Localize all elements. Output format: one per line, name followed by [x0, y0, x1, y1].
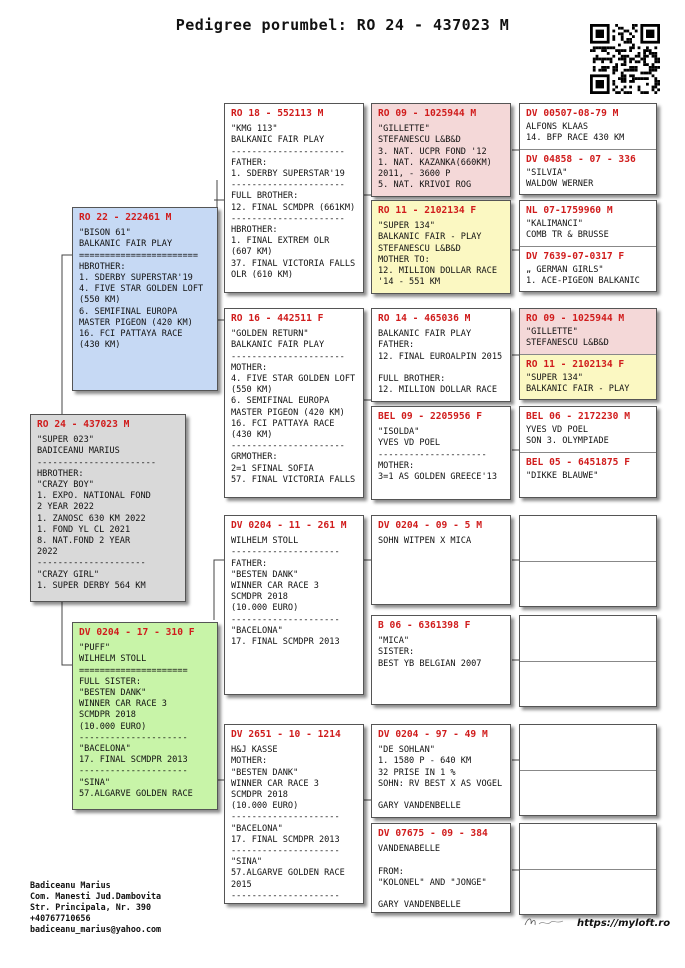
ancestor-bottom-5 — [520, 561, 656, 607]
great-grandparent-card-4-detail-line: 3=1 AS GOLDEN GREECE'13 — [378, 472, 497, 483]
subject-detail-line: "CRAZY GIRL" — [37, 569, 100, 580]
sire-ring-number: RO 22 - 222461 M — [79, 212, 172, 223]
great-grandparent-card-2-detail-line: STEFANESCU L&B&D — [378, 243, 461, 254]
grandparent-card-4-detail-line: --------------------- — [231, 846, 340, 857]
ancestor-detail-line: "GILLETTE" — [526, 327, 578, 338]
grandparent-card-4-detail-line: "BESTEN DANK" — [231, 767, 299, 778]
subject-detail-line: "CRAZY BOY" — [37, 480, 94, 491]
subject-ring-number: RO 24 - 437023 M — [37, 419, 130, 430]
great-grandparent-card-8[interactable] — [371, 823, 511, 913]
ancestor-bottom-6 — [520, 661, 656, 707]
grandparent-card-3[interactable] — [224, 515, 364, 695]
ancestor-ring-number: RO 09 - 1025944 M — [526, 313, 625, 324]
subject-detail-line: 2 YEAR 2022 — [37, 502, 94, 513]
great-grandparent-card-5-ring-number: DV 0204 - 09 - 5 M — [378, 520, 482, 531]
sire-detail-line: (550 KM) — [79, 295, 121, 306]
sire-detail-line: 4. FIVE STAR GOLDEN LOFT — [79, 284, 204, 295]
ancestor-ring-number: DV 00507-08-79 M — [526, 108, 619, 119]
great-grandparent-card-2-detail-line: 12. MILLION DOLLAR RACE — [378, 266, 497, 277]
grandparent-card-4-detail-line: 17. FINAL SCMDPR 2013 — [231, 834, 340, 845]
ancestor-pair-card-7[interactable] — [519, 724, 657, 816]
great-grandparent-card-1-detail-line: 3. NAT. UCPR FOND '12 — [378, 146, 487, 157]
sire-detail-line: 16. FCI PATTAYA RACE — [79, 329, 183, 340]
great-grandparent-card-1-detail-line: 2011, - 3600 P — [378, 169, 451, 180]
grandparent-card-2-detail-line: MASTER PIGEON (420 KM) — [231, 407, 345, 418]
great-grandparent-card-2-detail-line: '14 - 551 KM — [378, 277, 441, 288]
ancestor-detail-line: YVES VD POEL — [526, 425, 589, 436]
ancestor-top-5 — [520, 516, 656, 561]
great-grandparent-card-6-ring-number: B 06 - 6361398 F — [378, 620, 471, 631]
ancestor-ring-number: RO 11 - 2102134 F — [526, 359, 625, 370]
ancestor-ring-number: BEL 06 - 2172230 M — [526, 411, 630, 422]
great-grandparent-card-5-detail-line: SOHN WITPEN X MICA — [378, 536, 472, 547]
ancestor-detail-line: 1. ACE-PIGEON BALKANIC — [526, 276, 640, 287]
grandparent-card-4-detail-line: --------------------- — [231, 812, 340, 823]
grandparent-card-1-detail-line: OLR (610 KM) — [231, 269, 294, 280]
ancestor-pair-card-6[interactable] — [519, 615, 657, 707]
subject-detail-line: 1. ZANOSC 630 KM 2022 — [37, 513, 146, 524]
grandparent-card-4-ring-number: DV 2651 - 10 - 1214 — [231, 729, 341, 740]
grandparent-card-1-detail-line: 1. SDERBY SUPERSTAR'19 — [231, 169, 345, 180]
sire-detail-line: HBROTHER: — [79, 261, 126, 272]
dam-detail-line: "SINA" — [79, 777, 111, 788]
myloft-logo-icon — [523, 915, 569, 929]
owner-line: badiceanu_marius@yahoo.com — [30, 924, 162, 934]
dam-ring-number: DV 0204 - 17 - 310 F — [79, 627, 195, 638]
great-grandparent-card-7-detail-line — [378, 790, 504, 801]
grandparent-card-1-detail-line: 37. FINAL VICTORIA FALLS — [231, 258, 356, 269]
great-grandparent-card-1-detail-line: 1. NAT. KAZANKA(660KM) — [378, 157, 492, 168]
grandparent-card-2-detail-line: 2=1 SFINAL SOFIA — [231, 463, 314, 474]
great-grandparent-card-4-detail-line: "ISOLDA" — [378, 427, 420, 438]
sire-detail-line: BALKANIC FAIR PLAY — [79, 239, 173, 250]
ancestor-detail-line: "SILVIA" — [526, 168, 568, 179]
owner-line: Badiceanu Marius — [30, 880, 111, 890]
grandparent-card-2-ring-number: RO 16 - 442511 F — [231, 313, 324, 324]
dam-card[interactable] — [72, 622, 218, 810]
sire-detail-line: 6. SEMIFINAL EUROPA — [79, 306, 178, 317]
ancestor-pair-card-3[interactable] — [519, 308, 657, 400]
grandparent-card-1-detail-line: BALKANIC FAIR PLAY — [231, 135, 325, 146]
subject-detail-line: 1. EXPO. NATIONAL FOND — [37, 491, 151, 502]
ancestor-detail-line: BALKANIC FAIR - PLAY — [526, 384, 630, 395]
ancestor-detail-line: "SUPER 134" — [526, 373, 583, 384]
subject-detail-line: HBROTHER: — [37, 468, 84, 479]
grandparent-card-3-detail-line: "BACELONA" — [231, 625, 283, 636]
ancestor-ring-number: BEL 05 - 6451875 F — [526, 457, 630, 468]
grandparent-card-1-detail-line: (607 KM) — [231, 247, 273, 258]
grandparent-card-2-detail-line: MOTHER: — [231, 362, 268, 373]
grandparent-card-2-detail-line: BALKANIC FAIR PLAY — [231, 340, 325, 351]
grandparent-card-2-detail-line: (430 KM) — [231, 430, 273, 441]
grandparent-card-3-ring-number: DV 0204 - 11 - 261 M — [231, 520, 347, 531]
grandparent-card-2-detail-line: 4. FIVE STAR GOLDEN LOFT — [231, 374, 356, 385]
grandparent-card-1-detail-line: ---------------------- — [231, 146, 345, 157]
dam-details — [79, 643, 211, 800]
great-grandparent-card-1-detail-line: "GILLETTE" — [378, 124, 430, 135]
dam-detail-line: --------------------- — [79, 732, 188, 743]
dam-detail-line: SCMDPR 2018 — [79, 710, 136, 721]
grandparent-card-4-detail-line: SCMDPR 2018 — [231, 790, 288, 801]
grandparent-card-2-detail-line: 16. FCI PATTAYA RACE — [231, 418, 335, 429]
grandparent-card-3-detail-line: --------------------- — [231, 614, 340, 625]
grandparent-card-4-detail-line: (10.000 EURO) — [231, 801, 299, 812]
ancestor-detail-line: STEFANESCU L&B&D — [526, 338, 609, 349]
grandparent-card-3-detail-line: 17. FINAL SCMDPR 2013 — [231, 637, 340, 648]
ancestor-detail-line: "DIKKE BLAUWE" — [526, 471, 599, 482]
ancestor-ring-number: NL 07-1759960 M — [526, 205, 613, 216]
grandparent-card-3-detail-line: --------------------- — [231, 547, 340, 558]
grandparent-card-2-detail-line: ---------------------- — [231, 351, 345, 362]
great-grandparent-card-4-detail-line: --------------------- — [378, 449, 487, 460]
dam-detail-line: "PUFF" — [79, 643, 111, 654]
grandparent-card-3-detail-line: SCMDPR 2018 — [231, 592, 288, 603]
subject-detail-line: 1. SUPER DERBY 564 KM — [37, 580, 146, 591]
grandparent-card-1[interactable] — [224, 103, 364, 293]
great-grandparent-card-8-detail-line: "KOLONEL" AND "JONGE" — [378, 877, 487, 888]
great-grandparent-card-1-detail-line: 5. NAT. KRIVOI ROG — [378, 180, 472, 191]
great-grandparent-card-4-detail-line: YVES VD POEL — [378, 438, 441, 449]
great-grandparent-card-3-detail-line: BALKANIC FAIR PLAY — [378, 329, 472, 340]
dam-detail-line: --------------------- — [79, 766, 188, 777]
great-grandparent-card-2-detail-line: BALKANIC FAIR - PLAY — [378, 232, 482, 243]
grandparent-card-1-detail-line: ---------------------- — [231, 213, 345, 224]
ancestor-ring-number: DV 04858 - 07 - 336 — [526, 154, 636, 165]
great-grandparent-card-4-detail-line: MOTHER: — [378, 460, 415, 471]
great-grandparent-card-7-detail-line: SOHN: RV BEST X AS VOGEL — [378, 778, 503, 789]
great-grandparent-card-3-detail-line — [378, 363, 504, 374]
great-grandparent-card-8-detail-line: VANDENABELLE — [378, 844, 441, 855]
grandparent-card-4-detail-line: 2015 — [231, 879, 252, 890]
ancestor-bottom-1 — [520, 149, 656, 195]
grandparent-card-3-detail-line: (10.000 EURO) — [231, 603, 299, 614]
ancestor-top-1 — [520, 104, 656, 149]
dam-detail-line: "BESTEN DANK" — [79, 688, 147, 699]
ancestor-top-2 — [520, 201, 656, 246]
great-grandparent-card-1-detail-line: STEFANESCU L&B&D — [378, 135, 461, 146]
sire-detail-line: MASTER PIGEON (420 KM) — [79, 317, 193, 328]
sire-detail-line: (430 KM) — [79, 340, 121, 351]
great-grandparent-card-2[interactable] — [371, 200, 511, 294]
grandparent-card-3-detail-line: WILHELM STOLL — [231, 536, 299, 547]
great-grandparent-card-3-detail-line: FULL BROTHER: — [378, 374, 446, 385]
grandparent-card-2-detail-line: 57. FINAL VICTORIA FALLS — [231, 474, 356, 485]
subject-detail-line: 2022 — [37, 547, 58, 558]
ancestor-pair-card-4[interactable] — [519, 406, 657, 498]
great-grandparent-card-6[interactable] — [371, 615, 511, 705]
dam-detail-line: 57.ALGARVE GOLDEN RACE — [79, 788, 193, 799]
great-grandparent-card-5[interactable] — [371, 515, 511, 605]
great-grandparent-card-6-detail-line: "MICA" — [378, 636, 410, 647]
grandparent-card-4-detail-line: WINNER CAR RACE 3 — [231, 778, 319, 789]
grandparent-card-3-detail-line: FATHER: — [231, 558, 268, 569]
ancestor-bottom-8 — [520, 869, 656, 915]
grandparent-card-1-detail-line: HBROTHER: — [231, 225, 278, 236]
subject-detail-line: --------------------- — [37, 558, 146, 569]
great-grandparent-card-8-detail-line — [378, 889, 504, 900]
great-grandparent-card-1-ring-number: RO 09 - 1025944 M — [378, 108, 477, 119]
great-grandparent-card-8-ring-number: DV 07675 - 09 - 384 — [378, 828, 488, 839]
ancestor-bottom-3 — [520, 354, 656, 400]
subject-pigeon-card[interactable] — [30, 414, 186, 602]
website-link[interactable]: https://myloft.ro — [577, 918, 671, 929]
great-grandparent-card-3-detail-line: 12. MILLION DOLLAR RACE — [378, 385, 497, 396]
ancestor-ring-number: DV 7639-07-0317 F — [526, 251, 625, 262]
great-grandparent-card-2-detail-line: MOTHER TO: — [378, 254, 430, 265]
grandparent-card-4-detail-line: H&J KASSE — [231, 745, 278, 756]
subject-detail-line: 1. FOND YL CL 2021 — [37, 524, 131, 535]
great-grandparent-card-3-ring-number: RO 14 - 465036 M — [378, 313, 471, 324]
sire-detail-line: ======================= — [79, 250, 198, 261]
ancestor-top-7 — [520, 725, 656, 770]
great-grandparent-card-7-detail-line: "DE SOHLAN" — [378, 745, 435, 756]
ancestor-top-3 — [520, 309, 656, 354]
great-grandparent-card-2-ring-number: RO 11 - 2102134 F — [378, 205, 477, 216]
grandparent-card-4-detail-line: 57.ALGARVE GOLDEN RACE — [231, 868, 345, 879]
ancestor-bottom-2 — [520, 246, 656, 292]
grandparent-card-3-detail-line: WINNER CAR RACE 3 — [231, 581, 319, 592]
subject-detail-line: 8. NAT.FOND 2 YEAR — [37, 536, 131, 547]
grandparent-card-3-detail-line: "BESTEN DANK" — [231, 569, 299, 580]
sire-details — [79, 228, 211, 351]
sire-card[interactable] — [72, 207, 218, 391]
grandparent-card-2-detail-line: GRMOTHER: — [231, 452, 278, 463]
ancestor-bottom-4 — [520, 452, 656, 498]
dam-detail-line: (10.000 EURO) — [79, 721, 147, 732]
great-grandparent-card-8-detail-line: FROM: — [378, 866, 404, 877]
great-grandparent-card-7-ring-number: DV 0204 - 97 - 49 M — [378, 729, 488, 740]
owner-contact — [30, 880, 161, 935]
ancestor-detail-line: WALDOW WERNER — [526, 179, 594, 190]
ancestor-top-8 — [520, 824, 656, 869]
grandparent-card-2-detail-line: (550 KM) — [231, 385, 273, 396]
great-grandparent-card-3-detail-line: FATHER: — [378, 340, 415, 351]
great-grandparent-card-7-detail-line: 32 PRISE IN 1 % — [378, 767, 456, 778]
subject-detail-line: BADICEANU MARIUS — [37, 446, 120, 457]
sire-detail-line: "BISON 61" — [79, 228, 131, 239]
grandparent-card-1-detail-line: ---------------------- — [231, 180, 345, 191]
grandparent-card-1-detail-line: 1. FINAL EXTREM OLR — [231, 236, 330, 247]
great-grandparent-card-1[interactable] — [371, 103, 511, 197]
grandparent-card-4-detail-line: --------------------- — [231, 890, 340, 901]
owner-line: +40767710656 — [30, 913, 91, 923]
ancestor-pair-card-8[interactable] — [519, 823, 657, 915]
ancestor-detail-line: ALFONS KLAAS — [526, 122, 589, 133]
subject-details — [37, 435, 179, 592]
great-grandparent-card-7[interactable] — [371, 724, 511, 818]
dam-detail-line: WILHELM STOLL — [79, 654, 147, 665]
ancestor-detail-line: COMB TR & BRUSSE — [526, 230, 609, 241]
grandparent-card-2-detail-line: "GOLDEN RETURN" — [231, 329, 309, 340]
great-grandparent-card-8-detail-line — [378, 855, 504, 866]
dam-detail-line: WINNER CAR RACE 3 — [79, 699, 167, 710]
ancestor-detail-line: 14. BFP RACE 430 KM — [526, 133, 625, 144]
great-grandparent-card-4-ring-number: BEL 09 - 2205956 F — [378, 411, 482, 422]
great-grandparent-card-6-detail-line: SISTER: — [378, 647, 415, 658]
dam-detail-line: FULL SISTER: — [79, 676, 142, 687]
great-grandparent-card-7-detail-line: 1. 1580 P - 640 KM — [378, 756, 472, 767]
ancestor-detail-line: „ GERMAN GIRLS" — [526, 265, 604, 276]
grandparent-card-1-detail-line: FATHER: — [231, 157, 268, 168]
ancestor-detail-line: SON 3. OLYMPIADE — [526, 436, 609, 447]
great-grandparent-card-3-detail-line: 12. FINAL EUROALPIN 2015 — [378, 351, 503, 362]
ancestor-pair-card-1[interactable] — [519, 103, 657, 195]
ancestor-pair-card-5[interactable] — [519, 515, 657, 607]
owner-line: Com. Manesti Jud.Dambovita — [30, 891, 162, 901]
subject-detail-line: "SUPER 023" — [37, 435, 94, 446]
grandparent-card-2[interactable] — [224, 308, 364, 498]
grandparent-card-4-detail-line: MOTHER: — [231, 756, 268, 767]
grandparent-card-4-detail-line: "BACELONA" — [231, 823, 283, 834]
great-grandparent-card-3[interactable] — [371, 308, 511, 402]
dam-detail-line: "BACELONA" — [79, 744, 131, 755]
grandparent-card-4[interactable] — [224, 724, 364, 904]
great-grandparent-card-7-detail-line: GARY VANDENBELLE — [378, 801, 461, 812]
dam-detail-line: 17. FINAL SCMDPR 2013 — [79, 755, 188, 766]
grandparent-card-2-detail-line: ---------------------- — [231, 441, 345, 452]
ancestor-top-6 — [520, 616, 656, 661]
owner-line: Str. Principala, Nr. 390 — [30, 902, 152, 912]
ancestor-top-4 — [520, 407, 656, 452]
dam-detail-line: ===================== — [79, 665, 188, 676]
grandparent-card-1-ring-number: RO 18 - 552113 M — [231, 108, 324, 119]
great-grandparent-card-4[interactable] — [371, 406, 511, 500]
great-grandparent-card-6-detail-line: BEST YB BELGIAN 2007 — [378, 658, 482, 669]
grandparent-card-2-detail-line: 6. SEMIFINAL EUROPA — [231, 396, 330, 407]
great-grandparent-card-2-detail-line: "SUPER 134" — [378, 221, 435, 232]
ancestor-detail-line: "KALIMANCI" — [526, 219, 583, 230]
sire-detail-line: 1. SDERBY SUPERSTAR'19 — [79, 273, 193, 284]
grandparent-card-1-detail-line: 12. FINAL SCMDPR (661KM) — [231, 202, 356, 213]
page-title: Pedigree porumbel: RO 24 - 437023 M — [175, 16, 510, 34]
grandparent-card-4-detail-line: "SINA" — [231, 857, 263, 868]
ancestor-pair-card-2[interactable] — [519, 200, 657, 292]
grandparent-card-1-detail-line: "KMG 113" — [231, 124, 278, 135]
grandparent-card-1-detail-line: FULL BROTHER: — [231, 191, 299, 202]
subject-detail-line: ----------------------- — [37, 457, 156, 468]
ancestor-bottom-7 — [520, 770, 656, 816]
great-grandparent-card-8-detail-line: GARY VANDENBELLE — [378, 900, 461, 911]
